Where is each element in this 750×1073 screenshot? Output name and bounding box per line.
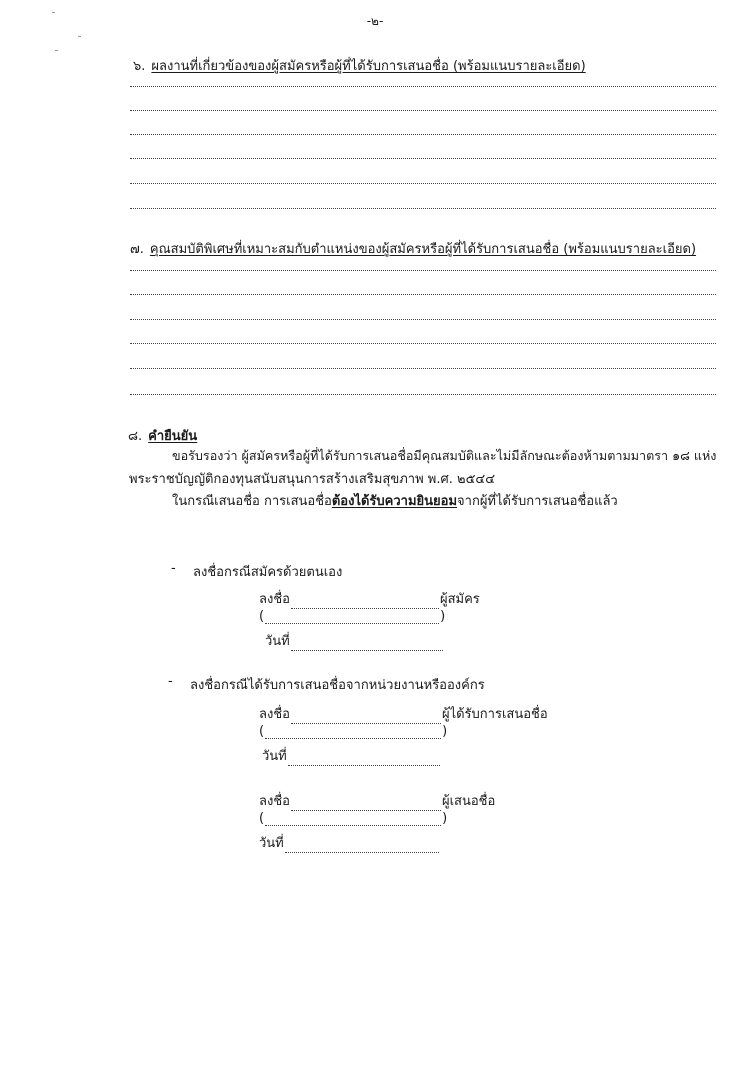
answer-line[interactable] [130,134,716,135]
section-8-heading [128,425,197,446]
section-7-number: ๗. [130,242,144,257]
section-6-title: ผลงานที่เกี่ยวข้องของผู้สมัครหรือผู้ที่ได้รับการเสนอชื่อ (พร้อมแนบรายละเอียด) [151,59,586,74]
date-label: วันที่ [259,836,284,851]
paren-close: ) [442,724,448,739]
self-apply-heading: ลงชื่อกรณีสมัครด้วยตนเอง [193,565,343,580]
scan-speck [78,36,81,37]
sign-role: ผู้สมัคร [439,592,480,607]
self-apply-sign-row [259,588,480,609]
consent-emphasis: ต้องได้รับความยินยอม [331,494,458,509]
section-6-heading [133,55,586,76]
nominator-name-line[interactable] [265,813,441,826]
consent-statement [172,490,618,511]
section-7-heading [130,238,696,259]
date-label: วันที่ [262,749,287,764]
section-8-title: คำยืนยัน [148,429,198,444]
nominee-sign-row [259,703,548,724]
applicant-name-line[interactable] [265,611,439,624]
bullet-dash: - [168,674,173,689]
paren-close: ) [442,811,448,826]
answer-line[interactable] [130,183,716,184]
answer-line[interactable] [130,394,716,395]
consent-text-pre: ในกรณีเสนอชื่อ การเสนอชื่อ [172,494,332,509]
self-apply-date-row [265,630,444,651]
section-6-number: ๖. [133,59,146,74]
certification-line-2: พระราชบัญญัติกองทุนสนับสนุนการสร้างเสริมสุขภาพ พ.ศ. ๒๕๔๔ [129,472,496,487]
self-apply-name-row [259,609,445,624]
date-label: วันที่ [265,634,290,649]
nominator-date-row [259,832,440,853]
sign-role: ผู้ได้รับการเสนอชื่อ [441,707,548,722]
answer-line[interactable] [130,343,716,344]
sign-label: ลงชื่อ [259,592,290,607]
answer-line[interactable] [130,86,716,87]
paren-close: ) [440,609,446,624]
nominator-sign-row [259,790,495,811]
page-number: -๒- [366,14,384,28]
nominee-signature-line[interactable] [291,711,441,724]
paren-open: ( [259,811,265,826]
nominee-name-row [259,724,447,739]
nominee-name-line[interactable] [265,726,441,739]
nominator-name-row [259,811,447,826]
bullet-dash: - [171,561,176,576]
nominator-signature-line[interactable] [291,798,441,811]
nominator-date-line[interactable] [285,840,439,853]
answer-line[interactable] [130,208,716,209]
certification-line-1: ขอรับรองว่า ผู้สมัครหรือผู้ที่ได้รับการเสนอชื่อมีคุณสมบัติและไม่มีลักษณะต้องห้ามตามมาตรา ๑๘ แห่ง [172,448,717,463]
applicant-date-line[interactable] [291,638,443,651]
sign-label: ลงชื่อ [259,707,290,722]
section-8-number: ๘. [128,429,143,444]
paren-open: ( [259,609,265,624]
nominee-date-row [262,745,441,766]
answer-line[interactable] [130,294,716,295]
applicant-signature-line[interactable] [291,596,439,609]
sign-role: ผู้เสนอชื่อ [441,794,496,809]
answer-line[interactable] [130,319,716,320]
nominee-date-line[interactable] [288,753,440,766]
paren-open: ( [259,724,265,739]
answer-line[interactable] [130,110,716,111]
answer-line[interactable] [130,270,716,271]
sign-label: ลงชื่อ [259,794,290,809]
nominated-heading: ลงชื่อกรณีได้รับการเสนอชื่อจากหน่วยงานหรือองค์กร [190,678,485,693]
scan-speck [55,50,58,51]
section-7-title: คุณสมบัติพิเศษที่เหมาะสมกับตำแหน่งของผู้สมัครหรือผู้ที่ได้รับการเสนอชื่อ (พร้อมแนบรายละเอียด) [149,242,697,257]
consent-text-post: จากผู้ที่ได้รับการเสนอชื่อแล้ว [457,494,618,509]
answer-line[interactable] [130,368,716,369]
answer-line[interactable] [130,158,716,159]
